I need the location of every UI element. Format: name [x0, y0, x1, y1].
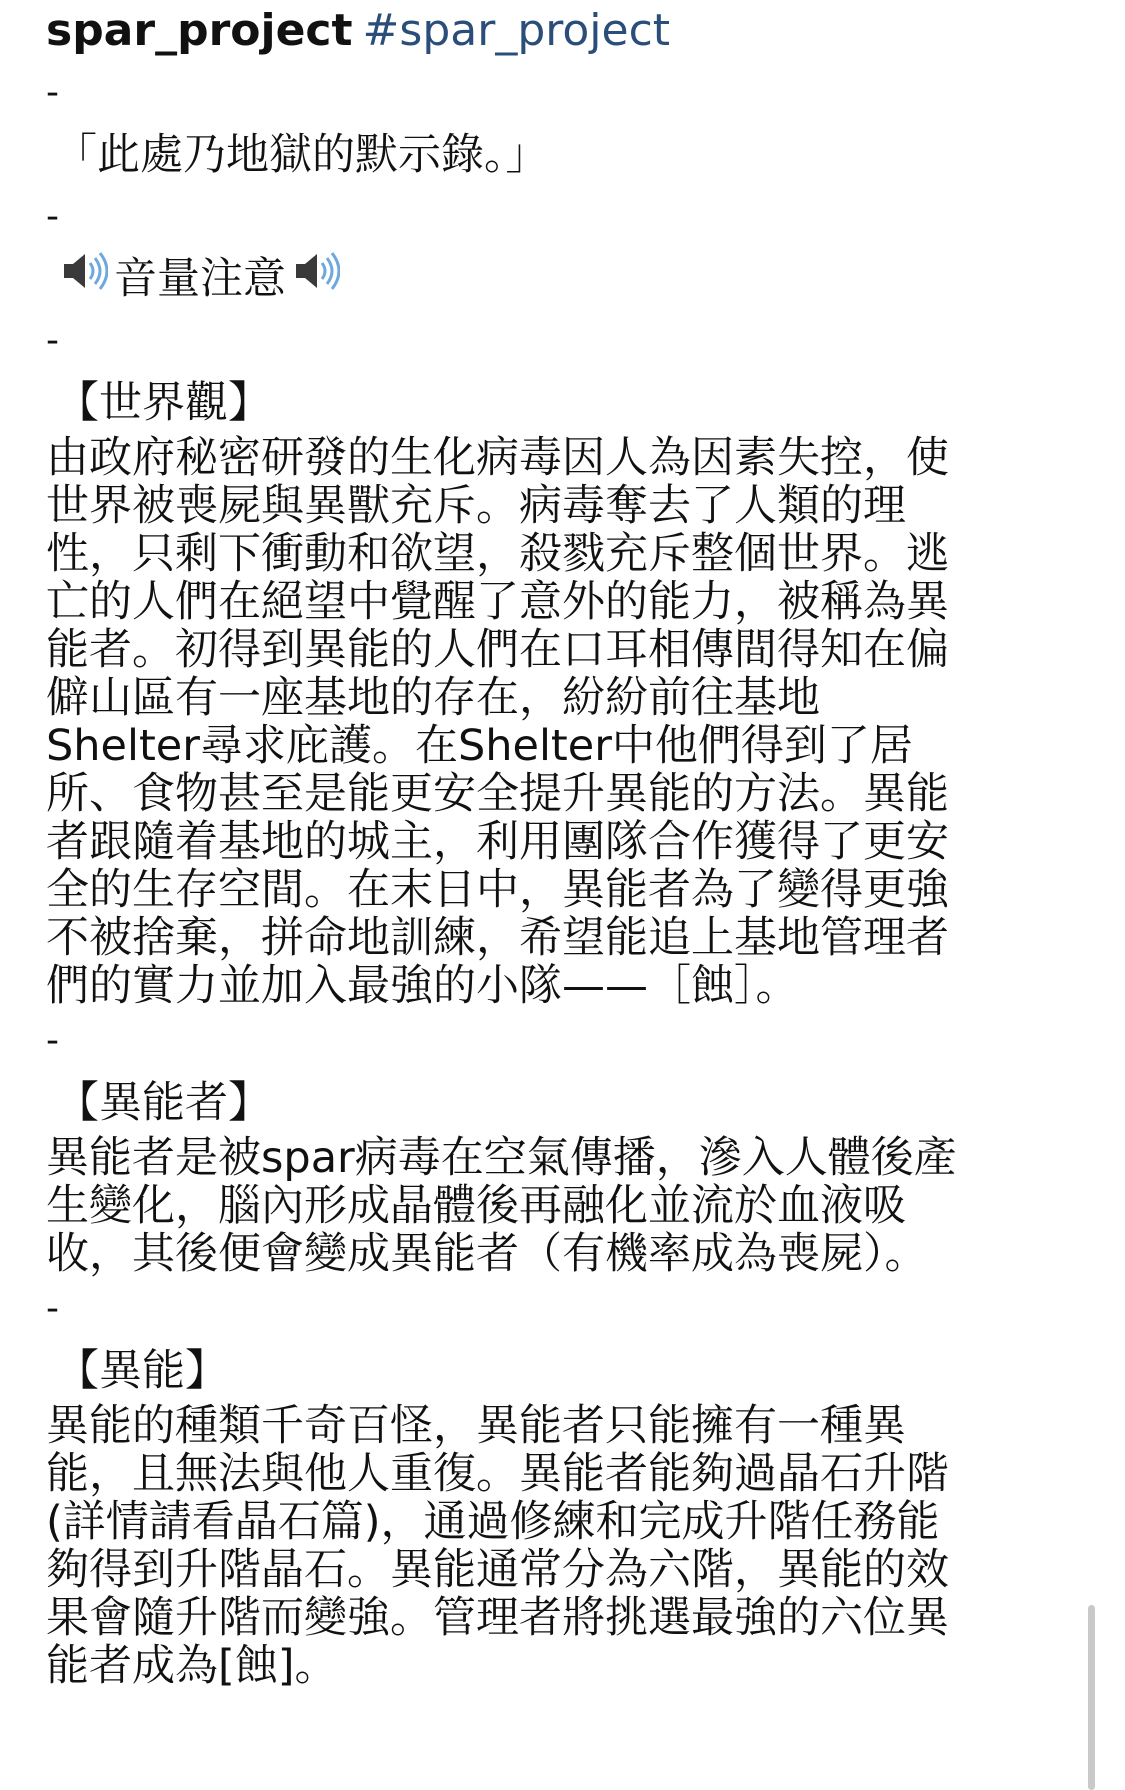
username-link[interactable]: spar_project — [46, 5, 353, 56]
paragraph-line: 異能者是被spar病毒在空氣傳播，滲入人體後產 — [46, 1133, 957, 1183]
section-heading-worldview: 【世界觀】 — [56, 378, 271, 428]
caption-header — [46, 0, 1086, 62]
paragraph-line: 全的生存空間。在末日中，異能者為了變得更強 — [46, 865, 949, 915]
separator: - — [46, 1288, 59, 1329]
paragraph-line: 所、食物甚至是能更安全提升異能的方法。異能 — [46, 769, 949, 819]
separator: - — [46, 72, 59, 113]
paragraph-line: 僻山區有一座基地的存在，紛紛前往基地 — [46, 673, 820, 723]
paragraph-line: 收，其後便會變成異能者（有機率成為喪屍）。 — [46, 1229, 928, 1279]
paragraph-line: 性，只剩下衝動和欲望，殺戮充斥整個世界。逃 — [46, 529, 949, 579]
scrollbar[interactable] — [1088, 1605, 1095, 1790]
paragraph-line: 異能的種類千奇百怪，異能者只能擁有一種異 — [46, 1401, 906, 1451]
paragraph-line: 果會隨升階而變強。管理者將挑選最強的六位異 — [46, 1593, 949, 1643]
speaker-icon — [286, 248, 346, 310]
volume-notice-text: 音量注意 — [114, 254, 286, 304]
volume-notice — [54, 248, 1086, 310]
section-body-abilities — [46, 1402, 1086, 1690]
paragraph-line: Shelter尋求庇護。在Shelter中他們得到了居 — [46, 721, 913, 771]
paragraph-line: 能，且無法與他人重復。異能者能夠過晶石升階 — [46, 1449, 949, 1499]
separator: - — [46, 320, 59, 361]
post-caption — [46, 0, 1086, 1690]
separator: - — [46, 196, 59, 237]
separator: - — [46, 1020, 59, 1061]
speaker-icon — [54, 248, 114, 310]
section-heading-abilities: 【異能】 — [56, 1346, 228, 1396]
paragraph-line: 能者。初得到異能的人們在口耳相傳間得知在偏 — [46, 625, 949, 675]
paragraph-line: 不被捨棄，拼命地訓練，希望能追上基地管理者 — [46, 913, 949, 963]
paragraph-line: 夠得到升階晶石。異能通常分為六階，異能的效 — [46, 1545, 949, 1595]
section-heading-ability-users: 【異能者】 — [56, 1078, 271, 1128]
paragraph-line: (詳情請看晶石篇)，通過修練和完成升階任務能 — [46, 1497, 940, 1547]
paragraph-line: 者跟隨着基地的城主，利用團隊合作獲得了更安 — [46, 817, 949, 867]
hashtag-link[interactable]: #spar_project — [362, 5, 671, 56]
section-body-ability-users — [46, 1134, 1086, 1278]
paragraph-line: 生變化，腦內形成晶體後再融化並流於血液吸 — [46, 1181, 906, 1231]
paragraph-line: 們的實力並加入最強的小隊——［蝕］。 — [46, 961, 799, 1011]
paragraph-line: 亡的人們在絕望中覺醒了意外的能力，被稱為異 — [46, 577, 949, 627]
paragraph-line: 由政府秘密研發的生化病毒因人為因素失控，使 — [46, 433, 949, 483]
paragraph-line: 世界被喪屍與異獸充斥。病毒奪去了人類的理 — [46, 481, 906, 531]
paragraph-line: 能者成為[蝕]。 — [46, 1641, 338, 1691]
quote-text: 「此處乃地獄的默示錄。」 — [54, 130, 549, 180]
section-body-worldview — [46, 434, 1086, 1010]
